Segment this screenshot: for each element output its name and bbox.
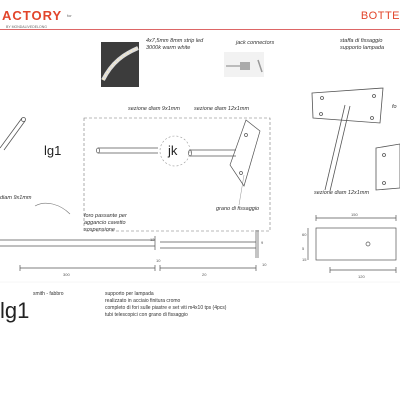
maker-role: smith - fabbro — [33, 291, 64, 297]
spec-line: realizzato in acciaio finitura cromo — [105, 298, 181, 304]
for-label: for — [67, 13, 72, 18]
left-section-label: diam 9x1mm — [0, 195, 32, 201]
detail-mount-plate — [230, 120, 260, 186]
section-12mm-label: sezione diam 12x1mm — [194, 106, 250, 112]
dim-5: 5 — [302, 246, 305, 251]
ortho-tube-mid — [160, 230, 258, 271]
dim-20: 20 — [202, 272, 207, 277]
led-strip-image — [101, 42, 139, 87]
spec-notes — [105, 291, 226, 319]
lg1-code: lg1 — [44, 143, 62, 158]
dim-10-b: 10 — [262, 262, 267, 267]
dim-120: 120 — [358, 274, 365, 279]
lg1-big-code: lg1 — [0, 298, 30, 323]
dim-10: 10 — [156, 258, 161, 263]
grub-screw-label: grano di fissaggio — [216, 206, 260, 212]
left-sketch-curve — [35, 203, 70, 214]
dim-9: 9 — [261, 240, 264, 245]
jack-connector-image — [224, 52, 264, 77]
staffa-plate-drawing — [312, 88, 383, 191]
dim-12: 12 — [150, 237, 155, 242]
ortho-plate-right — [308, 215, 396, 273]
section-12mm-right-label: sezione diam 12x1mm — [314, 190, 370, 196]
dim-150: 150 — [351, 212, 358, 217]
strip-led-label: 4x7,5mm 8mm strip led 3000k warm white — [146, 38, 204, 51]
staffa-label: staffa di fissaggio supporto lampada — [340, 38, 385, 51]
spec-line: tubi telescopici con grano di fissaggio — [105, 312, 188, 318]
lower-plate-drawing — [376, 144, 400, 190]
jack-connectors-label: jack connectors — [236, 40, 275, 46]
brand-logo: ACTORY — [2, 8, 63, 23]
hole-label: foro passante per aggancio cavetto sospensione — [84, 213, 127, 233]
spec-line: supporto per lampada — [105, 291, 154, 297]
spec-line: completo di fori sulle piastre e set viti m4x10 tps (4pcs) — [105, 305, 227, 311]
project-title: BOTTE — [360, 10, 400, 22]
dim-300: 300 — [63, 272, 70, 277]
right-partial-label: fo — [392, 104, 397, 110]
left-tube-drawing — [0, 118, 26, 151]
section-9mm-label: sezione diam 9x1mm — [128, 106, 180, 112]
ortho-tube-left — [0, 236, 155, 271]
dim-15: 15 — [302, 257, 307, 262]
detail-tube-12mm — [189, 150, 237, 156]
brand-subtitle: BY MONDALIVEDELONG — [6, 25, 47, 29]
dim-60: 60 — [302, 232, 307, 237]
jk-code: jk — [168, 143, 178, 158]
detail-tube-9mm — [97, 148, 159, 153]
